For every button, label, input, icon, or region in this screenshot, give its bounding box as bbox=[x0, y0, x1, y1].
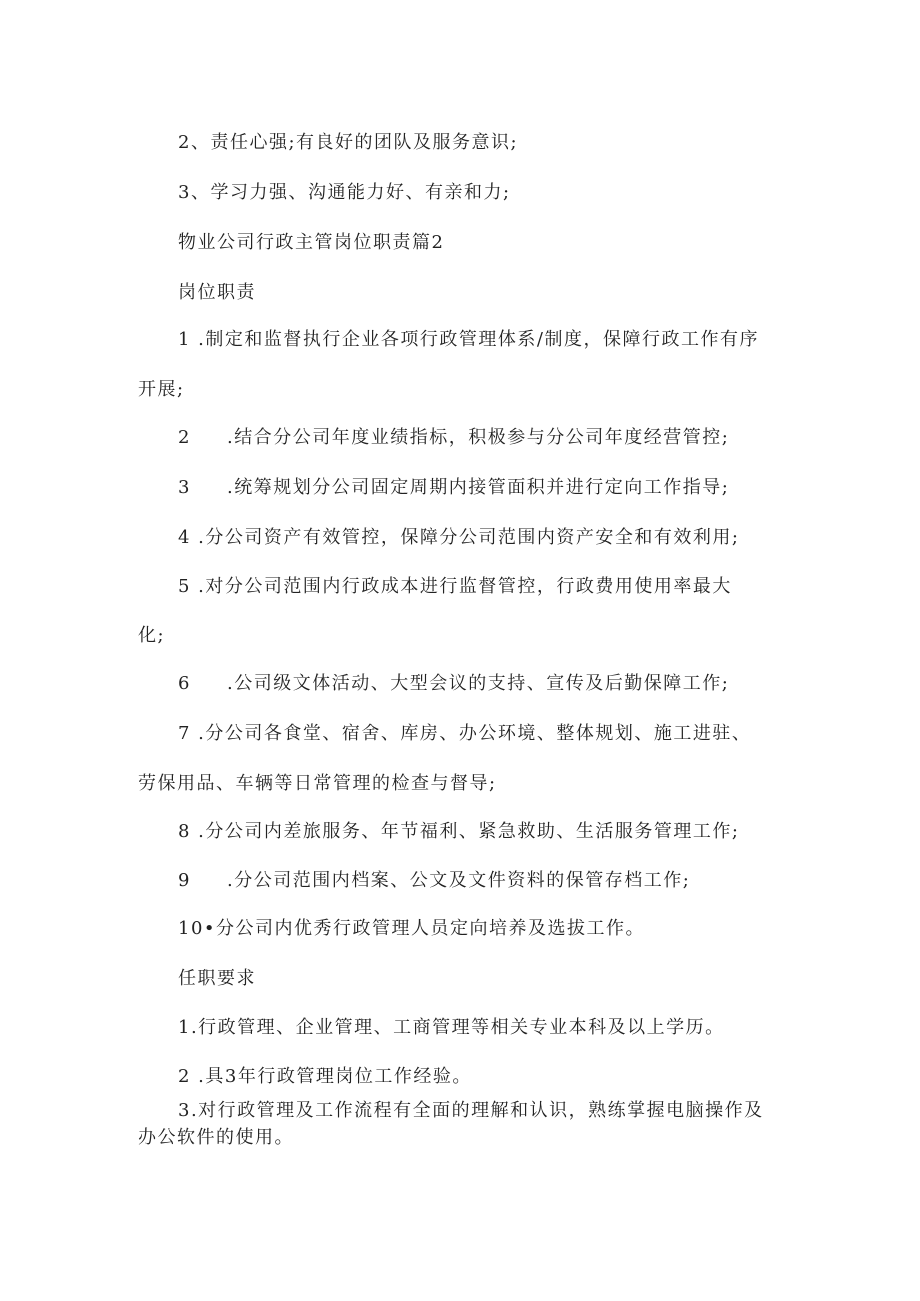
duty-item-10: 10•分公司内优秀行政管理人员定向培养及选拔工作。 bbox=[178, 918, 646, 939]
duty-item-1-continuation: 开展; bbox=[138, 379, 185, 400]
qualification-item-3: 3.对行政管理及工作流程有全面的理解和认识，熟练掌握电脑操作及 bbox=[178, 1100, 764, 1121]
qualification-item-1: 1.行政管理、企业管理、工商管理等相关专业本科及以上学历。 bbox=[178, 1017, 725, 1038]
duty-item-2: 2 .结合分公司年度业绩指标，积极参与分公司年度经营管控; bbox=[178, 427, 730, 448]
duty-item-1: 1 .制定和监督执行企业各项行政管理体系/制度，保障行政工作有序 bbox=[178, 329, 759, 350]
duty-item-3: 3 .统筹规划分公司固定周期内接管面积并进行定向工作指导; bbox=[178, 477, 730, 498]
duty-item-5-continuation: 化; bbox=[138, 625, 166, 646]
duty-item-8: 8 .分公司内差旅服务、年节福利、紧急救助、生活服务管理工作; bbox=[178, 821, 740, 842]
duty-item-7: 7 .分公司各食堂、宿舍、库房、办公环境、整体规划、施工进驻、 bbox=[178, 723, 752, 744]
requirements-heading: 任职要求 bbox=[178, 968, 256, 989]
section-heading: 物业公司行政主管岗位职责篇2 bbox=[178, 232, 445, 253]
duties-heading: 岗位职责 bbox=[178, 282, 256, 303]
qualification-item-3-continuation: 办公软件的使用。 bbox=[138, 1127, 294, 1148]
duty-item-7-continuation: 劳保用品、车辆等日常管理的检查与督导; bbox=[138, 773, 497, 794]
requirement-item-3: 3、学习力强、沟通能力好、有亲和力; bbox=[178, 182, 511, 203]
duty-item-5: 5 .对分公司范围内行政成本进行监督管控，行政费用使用率最大 bbox=[178, 576, 732, 597]
qualification-item-2: 2 .具3年行政管理岗位工作经验。 bbox=[178, 1066, 472, 1087]
duty-item-9: 9 .分公司范围内档案、公文及文件资料的保管存档工作; bbox=[178, 870, 691, 891]
requirement-item-2: 2、责任心强;有良好的团队及服务意识; bbox=[178, 132, 519, 153]
duty-item-4: 4 .分公司资产有效管控，保障分公司范围内资产安全和有效利用; bbox=[178, 527, 740, 548]
duty-item-6: 6 .公司级文体活动、大型会议的支持、宣传及后勤保障工作; bbox=[178, 673, 730, 694]
